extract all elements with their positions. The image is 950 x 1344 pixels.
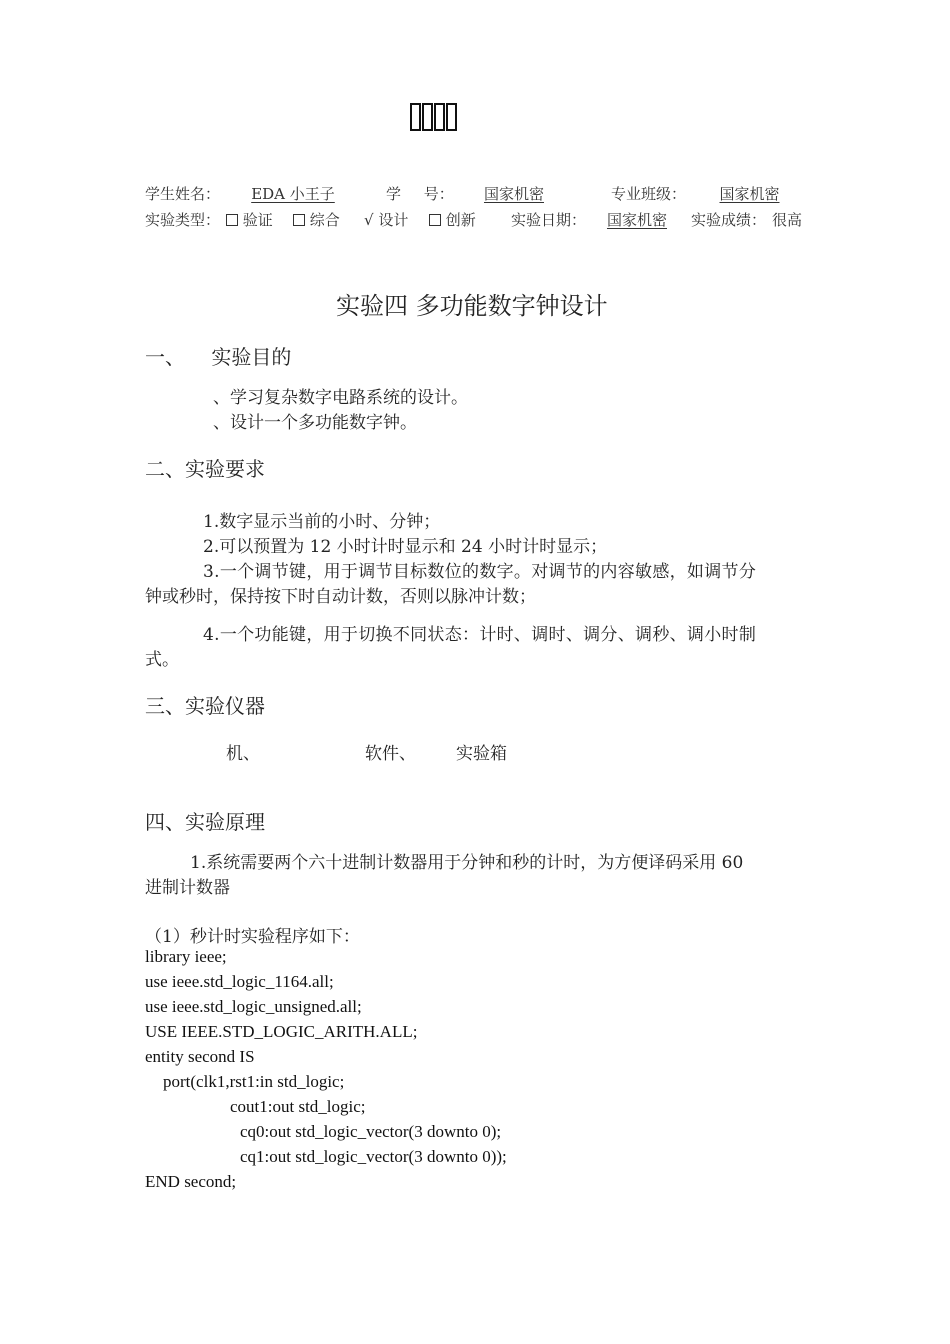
requirement-item: 2.可以预置为 12 小时计时显示和 24 小时计时显示； bbox=[203, 537, 608, 557]
code-caption: （1）秒计时实验程序如下： bbox=[145, 927, 360, 947]
instrument-item: 机、 bbox=[226, 744, 260, 764]
principle-text: 1.系统需要两个六十进制计数器用于分钟和秒的计时，为方便译码采用 60 bbox=[190, 853, 744, 873]
instrument-item: 实验箱 bbox=[456, 744, 507, 764]
code-line: port(clk1,rst1:in std_logic; bbox=[163, 1072, 345, 1091]
principle-text-continued: 进制计数器 bbox=[145, 878, 230, 898]
code-line: USE IEEE.STD_LOGIC_ARITH.ALL; bbox=[145, 1022, 418, 1041]
code-line: cq0:out std_logic_vector(3 downto 0); bbox=[240, 1122, 502, 1141]
report-title-glyphs bbox=[410, 103, 457, 131]
code-line: use ieee.std_logic_1164.all; bbox=[145, 972, 334, 991]
code-line: cout1:out std_logic; bbox=[230, 1097, 366, 1116]
section-heading-requirements: 二、实验要求 bbox=[145, 457, 265, 481]
code-line: library ieee; bbox=[145, 947, 227, 966]
purpose-item: 、设计一个多功能数字钟。 bbox=[213, 413, 417, 433]
requirement-item: 3.一个调节键，用于调节目标数位的数字。对调节的内容敏感，如调节分 bbox=[203, 562, 757, 582]
section-heading-purpose: 一、 实验目的 bbox=[145, 345, 292, 369]
section-heading-principle: 四、实验原理 bbox=[145, 810, 265, 834]
missing-glyph-icon bbox=[446, 103, 457, 131]
experiment-type-label: 实验类型： bbox=[145, 211, 221, 229]
class-label: 专业班级： bbox=[611, 185, 687, 203]
code-line: END second; bbox=[145, 1172, 237, 1191]
checkmark-icon: √ bbox=[364, 211, 374, 229]
grade-label: 实验成绩： bbox=[691, 211, 767, 229]
requirement-item: 4.一个功能键，用于切换不同状态：计时、调时、调分、调秒、调小时制 bbox=[203, 625, 757, 645]
student-name-value: EDA 小王子 bbox=[251, 185, 335, 203]
section-heading-instruments: 三、实验仪器 bbox=[145, 694, 265, 718]
checkbox-icon bbox=[429, 214, 441, 226]
experiment-date-label: 实验日期： bbox=[511, 211, 587, 229]
experiment-title: 实验四 多功能数字钟设计 bbox=[336, 292, 608, 320]
requirement-item-continued: 式。 bbox=[145, 650, 179, 670]
code-line: entity second IS bbox=[145, 1047, 255, 1066]
student-name-label: 学生姓名： bbox=[145, 185, 221, 203]
type-option-innovate: 创新 bbox=[429, 209, 476, 230]
code-line: use ieee.std_logic_unsigned.all; bbox=[145, 997, 362, 1016]
type-option-comprehensive: 综合 bbox=[293, 209, 340, 230]
instrument-item: 软件、 bbox=[365, 744, 416, 764]
missing-glyph-icon bbox=[410, 103, 421, 131]
student-id-label: 学 号： bbox=[386, 185, 454, 203]
missing-glyph-icon bbox=[434, 103, 445, 131]
class-value: 国家机密 bbox=[719, 185, 780, 203]
grade-value: 很高 bbox=[772, 211, 803, 229]
experiment-date-value: 国家机密 bbox=[606, 211, 667, 229]
requirement-item-continued: 钟或秒时，保持按下时自动计数，否则以脉冲计数； bbox=[145, 587, 536, 607]
type-option-design: √ 设计 bbox=[364, 211, 409, 229]
checkbox-icon bbox=[226, 214, 238, 226]
purpose-item: 、学习复杂数字电路系统的设计。 bbox=[213, 388, 468, 408]
checkbox-icon bbox=[293, 214, 305, 226]
requirement-item: 1.数字显示当前的小时、分钟； bbox=[203, 512, 441, 532]
type-option-verify: 验证 bbox=[226, 209, 273, 230]
missing-glyph-icon bbox=[422, 103, 433, 131]
code-line: cq1:out std_logic_vector(3 downto 0)); bbox=[240, 1147, 507, 1166]
student-id-value: 国家机密 bbox=[483, 185, 544, 203]
